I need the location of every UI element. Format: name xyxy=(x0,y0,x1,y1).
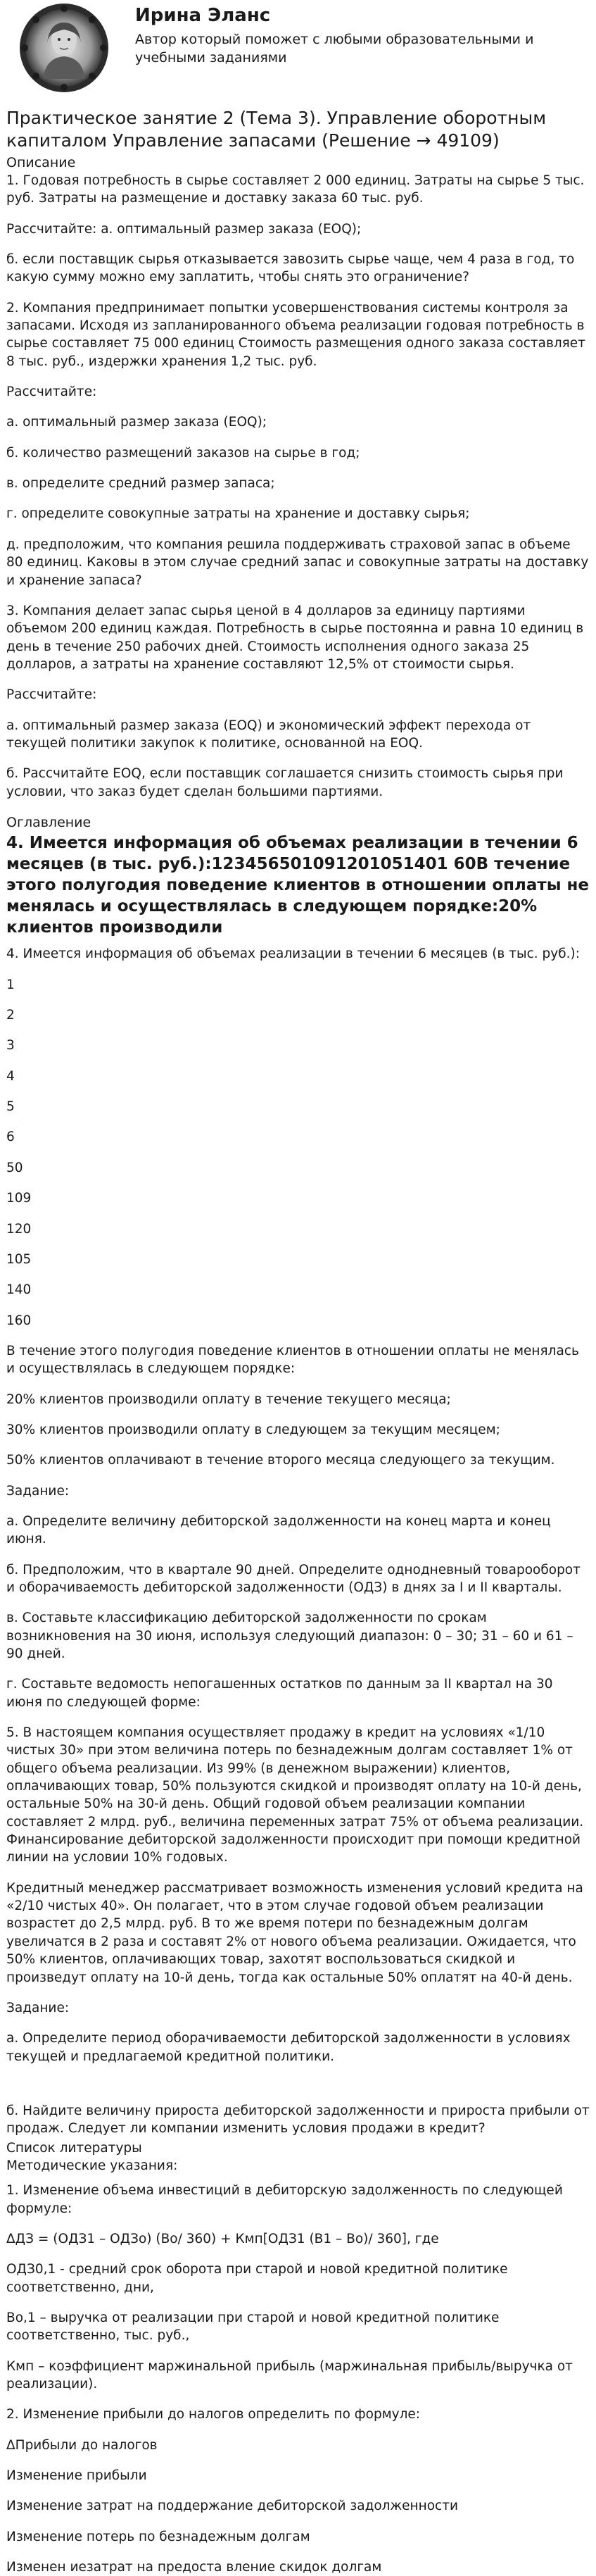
task-paragraph-b-4: 50% клиентов оплачивают в течение второго месяца следующего за текущим. xyxy=(6,1453,555,1468)
avatar[interactable] xyxy=(6,1,122,94)
sales-number-7: 50 xyxy=(6,1160,23,1175)
task-paragraph-b-10: 5. В настоящем компания осуществляет продажу в кредит на условиях «1/10 чистых 30» при этом величина потерь по безнадежным долгам составляет 1% от общего объема реализации. Из 99% (в денежном выражении) клиентов, оплачивающих товар, 50% пользуются скидкой и производят оплату на 10-й день, остальные 50% на 30-й день. Общий годовой объем реализации компании составляет 2 млрд. руб., величина переменных затрат 75% от объема реализации. Финансирование дебиторской задолженности происходит при помощи кредитной линии на условии 10% годовых. xyxy=(6,1725,584,1865)
description-label: Описание xyxy=(6,155,76,170)
sales-number-11: 140 xyxy=(6,1282,32,1298)
method-paragraph-2: ΔДЗ = (ОДЗ1 – ОДЗо) (Во/ 360) + Кмп[ОДЗ1 (В1 – Во)/ 360], где xyxy=(6,2231,439,2246)
method-paragraph-4: Во,1 – выручка от реализации при старой и новой кредитной политике соответственно, тыс. руб., xyxy=(6,2310,500,2344)
task-paragraph-7: б. количество размещений заказов на сырье в год; xyxy=(6,445,360,461)
sales-number-9: 120 xyxy=(6,1221,32,1237)
task-paragraph-13: а. оптимальный размер заказа (EOQ) и экономический эффект перехода от текущей политики закупок к политике, основанной на EOQ. xyxy=(6,718,531,751)
film-reel-portrait-icon xyxy=(6,1,122,94)
method-paragraph-9: Изменение затрат на поддержание дебиторской задолженности xyxy=(6,2499,459,2514)
method-paragraph-8: Изменение прибыли xyxy=(6,2468,147,2484)
task-paragraph-b-13: а. Определите период оборачиваемости дебиторской задолженности в условиях текущей и предлагаемой кредитной политики. xyxy=(6,2031,571,2064)
task-paragraph-b-8: в. Составьте классификацию дебиторской задолженности по срокам возникновения на 30 июня, используя следующий диапазон: 0 – 30; 31 – 60 и 61 – 90 дней. xyxy=(6,1611,573,1662)
method-paragraph-1: 1. Изменение объема инвестиций в дебиторскую задолженность по следующей формуле: xyxy=(6,2183,563,2216)
sales-numbers-list xyxy=(6,976,590,1330)
task-paragraph-b-9: г. Составьте ведомость непогашенных остатков по данным за II квартал на 30 июня по следующей форме: xyxy=(6,1677,553,1710)
task-paragraph-11: 3. Компания делает запас сырья ценой в 4 долларов за единицу партиями объемом 200 единиц каждая. Потребность в сырье постоянна и равна 10 единиц в день в течение 250 рабочих дней. Стоимость исполнения одного заказа 25 долларов, а затраты на хранение составляют 12,5% от стоимости сырья. xyxy=(6,603,584,672)
methodical-label: Методические указания: xyxy=(6,2158,178,2173)
task-paragraph-b-5: Задание: xyxy=(6,1483,70,1499)
method-paragraph-7: ΔПрибыли до налогов xyxy=(6,2437,158,2453)
sales-number-3: 3 xyxy=(6,1038,15,1053)
task-paragraph-b-6: а. Определите величину дебиторской задолженности на конец марта и конец июня. xyxy=(6,1513,551,1547)
task-paragraph-b-1: В течение этого полугодия поведение клиентов в отношении оплаты не менялась и осуществлялась в следующем порядке: xyxy=(6,1343,579,1377)
author-description: Автор который поможет с любыми образовательными и учебными заданиями xyxy=(135,31,534,66)
method-paragraph-5: Кмп – коэффициент маржинальной прибыль (маржинальная прибыль/выручка от реализации). xyxy=(6,2358,573,2392)
task-paragraph-b-11: Кредитный менеджер рассматривает возможность изменения условий кредита на «2/10 чистых 40». Он полагает, что в этом случае годовой объем реализации возрастет до 2,5 млрд. руб. В то же время потери по безнадежным долгам увеличатся в 2 раза и составят 2% от нового объема реализации. Ожидается, что 50% клиентов, оплачивающих товар, захотят воспользоваться скидкой и произведут оплату на 10-й день, тогда как остальные 50% оплатят на 40-й день. xyxy=(6,1880,583,1985)
task-paragraph-2: Рассчитайте: а. оптимальный размер заказа (EOQ); xyxy=(6,221,362,237)
task-paragraph-10: д. предположим, что компания решила поддерживать страховой запас в объеме 80 единиц. Каковы в этом случае средний запас и совокупные затраты на доставку и хранение запаса? xyxy=(6,537,589,588)
task-paragraph-b-2: 20% клиентов производили оплату в течение текущего месяца; xyxy=(6,1392,451,1407)
methodical-block xyxy=(6,2182,590,2576)
method-paragraph-6: 2. Изменение прибыли до налогов определить по формуле: xyxy=(6,2407,421,2422)
sales-number-12: 160 xyxy=(6,1313,32,1328)
task-paragraph-4: 2. Компания предпринимает попытки усовершенствования системы контроля за запасами. Исходя из запланированного объема реализации годовая потребность в сырье составляет 75 000 единиц Стоимость размещения одного заказа составляет 8 тыс. руб., издержки хранения 1,2 тыс. руб. xyxy=(6,300,585,369)
method-paragraph-11: Изменен иезатрат на предоста вление скидок долгам xyxy=(6,2560,382,2575)
method-paragraph-3: ОДЗ0,1 - средний срок оборота при старой и новой кредитной политике соответственно, дни, xyxy=(6,2262,508,2295)
task-paragraph-3: б. если поставщик сырья отказывается завозить сырье чаще, чем 4 раза в год, то какую сумму можно ему заплатить, чтобы снять это ограничение? xyxy=(6,252,575,285)
task-paragraph-9: г. определите совокупные затраты на хранение и доставку сырья; xyxy=(6,506,470,522)
sales-number-5: 5 xyxy=(6,1099,15,1115)
author-header xyxy=(6,0,590,99)
sales-number-2: 2 xyxy=(6,1008,15,1023)
sales-number-6: 6 xyxy=(6,1130,15,1145)
task-paragraph-14: б. Рассчитайте EOQ, если поставщик соглашается снизить стоимость сырья при условии, что заказ будет сделан большими партиями. xyxy=(6,766,564,799)
sales-number-8: 109 xyxy=(6,1191,32,1206)
sales-number-4: 4 xyxy=(6,1068,15,1084)
method-paragraph-10: Изменение потерь по безнадежным долгам xyxy=(6,2529,310,2544)
task-paragraph-b-7: б. Предположим, что в квартале 90 дней. Определите однодневный товарооборот и оборачиваемость дебиторской задолженности (ОДЗ) в днях за I и II кварталы. xyxy=(6,1562,581,1595)
task-4-heading: 4. Имеется информация об объемах реализации в течении 6 месяцев (в тыс. руб.):123456501091201051401 60В течение этого полугодия поведение клиентов в отношении оплаты не менялась и осуществлялась в следующем порядке:20% клиентов производили xyxy=(6,833,590,937)
task-paragraph-b-12: Задание: xyxy=(6,2000,70,2015)
task-paragraph-8: в. определите средний размер запаса; xyxy=(6,476,275,492)
sales-number-10: 105 xyxy=(6,1251,32,1267)
task-paragraph-b-3: 30% клиентов производили оплату в следующем за текущим месяцем; xyxy=(6,1422,500,1437)
author-name[interactable]: Ирина Эланс xyxy=(135,5,271,26)
task-4-intro: 4. Имеется информация об объемах реализации в течении 6 месяцев (в тыс. руб.): xyxy=(6,946,580,962)
author-info xyxy=(122,1,557,68)
toc-label: Оглавление xyxy=(6,814,91,830)
literature-label: Список литературы xyxy=(6,2140,142,2156)
task-block-1-3 xyxy=(6,172,590,801)
task-paragraph-1: 1. Годовая потребность в сырье составляет 2 000 единиц. Затраты на сырье 5 тыс. руб. Затраты на размещение и доставку заказа 60 тыс. руб. xyxy=(6,173,585,206)
task-5-question-b: б. Найдите величину прироста дебиторской задолженности и прироста прибыли от продаж. Следует ли компании изменить условия продажи в кредит? xyxy=(6,2103,590,2137)
task-paragraph-5: Рассчитайте: xyxy=(6,384,97,400)
sales-number-1: 1 xyxy=(6,977,15,992)
task-block-4-5 xyxy=(6,1342,590,2065)
task-paragraph-12: Рассчитайте: xyxy=(6,687,97,703)
page-title: Практическое занятие 2 (Тема 3). Управление оборотным капиталом Управление запасами (Решение → 49109) xyxy=(6,108,547,151)
task-paragraph-6: а. оптимальный размер заказа (EOQ); xyxy=(6,415,267,430)
